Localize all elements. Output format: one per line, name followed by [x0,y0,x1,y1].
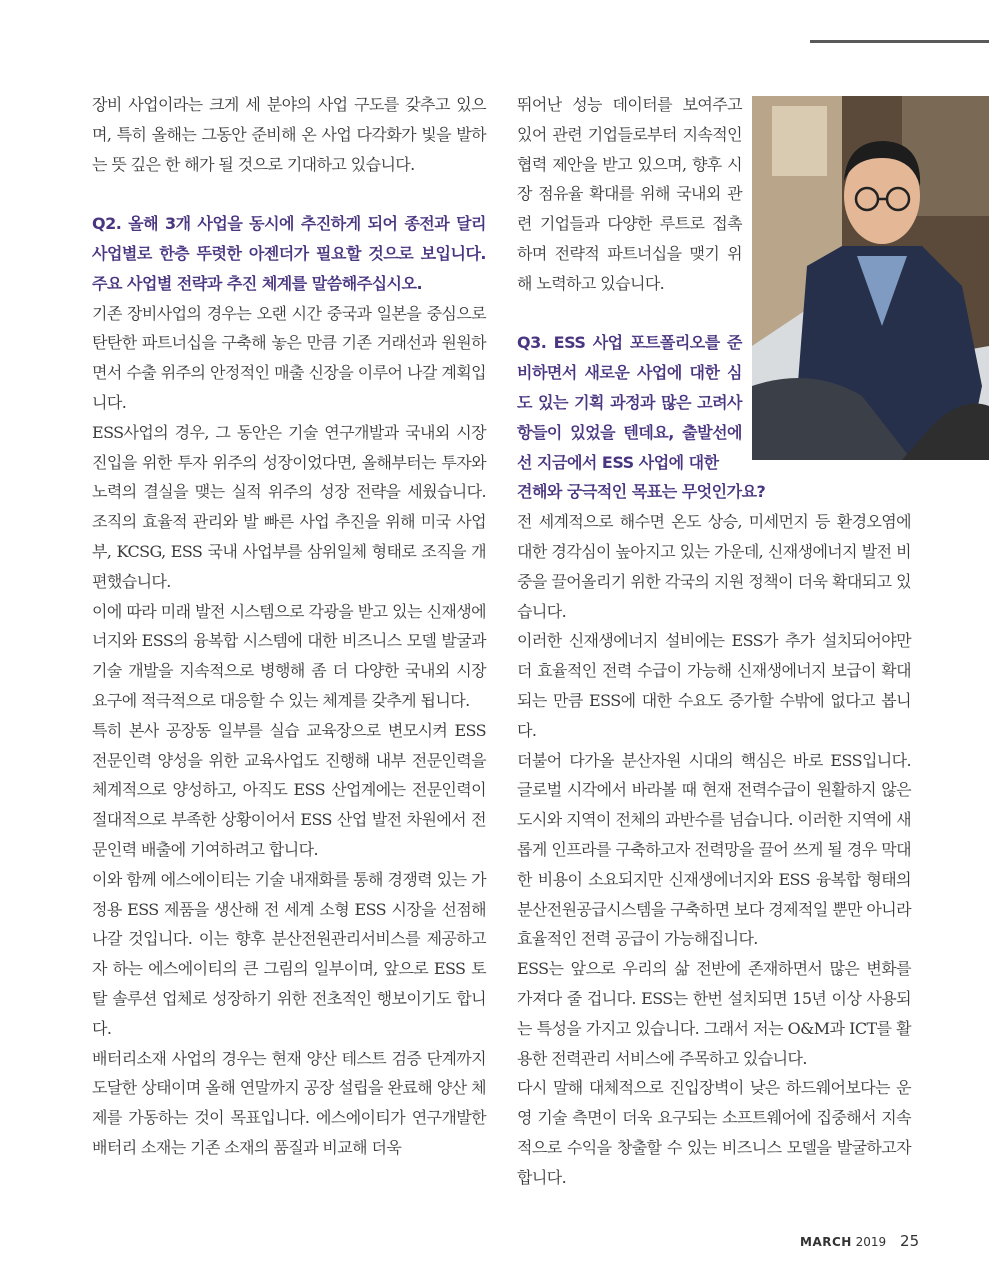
paragraph: 배터리소재 사업의 경우는 현재 양산 테스트 검증 단계까지 도달한 상태이며 올해 연말까지 공장 설립을 완료해 양산 체제를 가동하는 것이 목표입니다. 에스에이티가 연구개발한 배터리 소재는 기존 소재의 품질과 비교해 더욱 [92,1048,486,1157]
page-number: 25 [900,1232,920,1250]
paragraph: 이러한 신재생에너지 설비에는 ESS가 추가 설치되어야만 더 효율적인 전력 수급이 가능해 신재생에너지 보급이 확대되는 만큼 ESS에 대한 수요도 증가할 수밖에 없다고 봅니다. [517,631,911,740]
paragraph: 다시 말해 대체적으로 진입장벽이 낮은 하드웨어보다는 운영 기술 측면이 더욱 요구되는 소프트웨어에 집중해서 지속적으로 수익을 창출할 수 있는 비즈니스 모델을 발굴하고자 합니다. [517,1078,911,1187]
right-column-wrap-block [517,90,742,477]
paragraph: 기존 장비사업의 경우는 오랜 시간 중국과 일본을 중심으로 탄탄한 파트너십을 구축해 놓은 만큼 기존 거래선과 원원하면서 수출 위주의 안정적인 매출 신장을 이루어 나갈 계획입니다. [92,303,486,412]
paragraph: 더불어 다가올 분산자원 시대의 핵심은 바로 ESS입니다. 글로벌 시각에서 바라볼 때 현재 전력수급이 원활하지 않은 도시와 지역이 전체의 과반수를 넘습니다. 이러한 지역에 새롭게 인프라를 구축하고자 전력망을 끌어 쓰게 될 경우 막대한 비용이 소요되지만 신재생에너지와 ESS 융복합 형태의 분산전원공급시스템을 구축하면 보다 경제적일 뿐만 아니라 효율적인 전력 공급이 가능해집니다. [517,750,911,949]
question-heading-continued: 견해와 궁극적인 목표는 무엇인가요? [517,482,766,502]
footer-year: 2019 [855,1235,887,1249]
top-rule [810,40,989,43]
paragraph: 이에 따라 미래 발전 시스템으로 각광을 받고 있는 신재생에너지와 ESS의 융복합 시스템에 대한 비즈니스 모델 발굴과 기술 개발을 지속적으로 병행해 좀 더 다양한 국내외 시장 요구에 적극적으로 대응할 수 있는 체계를 갖추게 됩니다. [92,601,486,710]
footer-month: MARCH [800,1235,852,1249]
page-footer [800,1232,919,1250]
paragraph: ESS는 앞으로 우리의 삶 전반에 존재하면서 많은 변화를 가져다 줄 겁니다. ESS는 한번 설치되면 15년 이상 사용되는 특성을 가지고 있습니다. 그래서 저는 O&M과 ICT를 활용한 전력관리 서비스에 주목하고 있습니다. [517,959,911,1068]
question-heading: Q2. 올해 3개 사업을 동시에 추진하게 되어 종전과 달리 사업별로 한층 뚜렷한 아젠더가 필요할 것으로 보입니다. 주요 사업별 전략과 추진 체계를 말씀해주십시오. [92,214,486,293]
question-heading: Q3. ESS 사업 포트폴리오를 준비하면서 새로운 사업에 대한 심도 있는 기획 과정과 많은 고려사항들이 있었을 텐데요, 출발선에선 지금에서 ESS 사업에 대한 [517,333,742,472]
paragraph: 뛰어난 성능 데이터를 보여주고 있어 관련 기업들로부터 지속적인 협력 제안을 받고 있으며, 향후 시장 점유율 확대를 위해 국내외 관련 기업들과 다양한 루트로 접촉하며 전략적 파트너십을 맺기 위해 노력하고 있습니다. [517,95,742,293]
paragraph: 전 세계적으로 해수면 온도 상승, 미세먼지 등 환경오염에 대한 경각심이 높아지고 있는 가운데, 신재생에너지 발전 비중을 끌어올리기 위한 각국의 지원 정책이 더욱 확대되고 있습니다. [517,512,911,621]
paragraph: 장비 사업이라는 크게 세 분야의 사업 구도를 갖추고 있으며, 특히 올해는 그동안 준비해 온 사업 다각화가 빛을 발하는 뜻 깊은 한 해가 될 것으로 기대하고 있습니다. [92,95,486,174]
interview-photo [752,96,989,460]
paragraph: ESS사업의 경우, 그 동안은 기술 연구개발과 국내외 시장 진입을 위한 투자 위주의 성장이었다면, 올해부터는 투자와 노력의 결실을 맺는 실적 위주의 성장 전략을 세웠습니다. 조직의 효율적 관리와 발 빠른 사업 추진을 위해 미국 사업부, KCSG, ESS 국내 사업부를 삼위일체 형태로 조직을 개편했습니다. [92,422,486,591]
left-column [92,90,486,1163]
paragraph: 이와 함께 에스에이티는 기술 내재화를 통해 경쟁력 있는 가정용 ESS 제품을 생산해 전 세계 소형 ESS 시장을 선점해 나갈 것입니다. 이는 향후 분산전원관리서비스를 제공하고자 하는 에스에이티의 큰 그림의 일부이며, 앞으로 ESS 토탈 솔루션 업체로 성장하기 위한 전초적인 행보이기도 합니다. [92,869,486,1038]
paragraph: 특히 본사 공장동 일부를 실습 교육장으로 변모시켜 ESS 전문인력 양성을 위한 교육사업도 진행해 내부 전문인력을 체계적으로 양성하고, 아직도 ESS 산업계에는 전문인력이 절대적으로 부족한 상황이어서 ESS 산업 발전 차원에서 전문인력 배출에 기여하려고 합니다. [92,720,486,859]
